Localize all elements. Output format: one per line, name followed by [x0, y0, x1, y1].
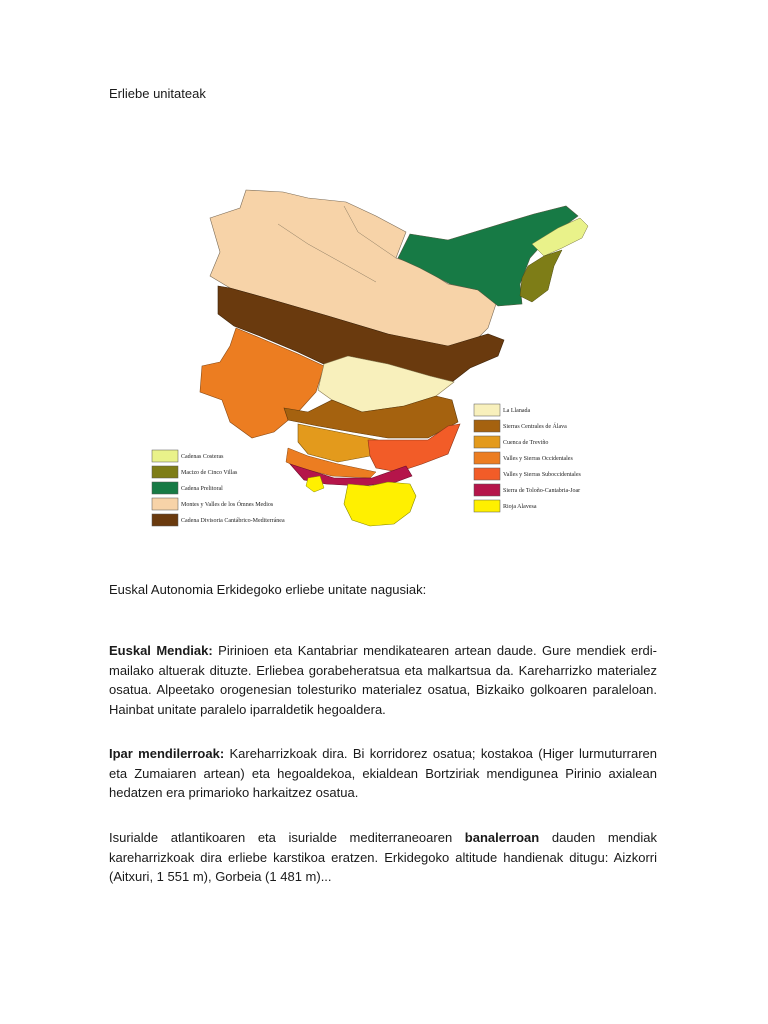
- legend-item: [474, 436, 548, 448]
- paragraph-bold-term: banalerroan: [464, 830, 540, 845]
- legend-label: Cadenas Costeras: [181, 454, 224, 460]
- legend-item: [152, 450, 224, 462]
- legend-label: Montes y Valles de los Ómnes Medios: [181, 502, 274, 508]
- paragraph-body: dauden mendiak kareharrizkoak dira erliebe karstikoa eratzen. Erkidegoko altitude handienak ditugu: Aizkorri (Aitxuri, 1 551 m), Gorbeia (1 481 m)...: [109, 830, 657, 884]
- paragraph-body: Kareharrizkoak dira. Bi korridorez osatua; kostakoa (Higer lurmuturraren eta Zumaiaren artean) eta hegoaldekoa, ekialdean Bortziriak mendigunea Pirinio axialean hedatzen era primarioko harkaitzez osatua.: [109, 746, 657, 800]
- page-title: Erliebe unitateak: [109, 86, 206, 101]
- legend-swatch: [474, 468, 500, 480]
- legend-swatch: [152, 498, 178, 510]
- paragraph-lead: Ipar mendilerroak:: [109, 746, 225, 761]
- legend-swatch: [474, 500, 500, 512]
- legend-label: Cuenca de Treviño: [503, 440, 549, 446]
- legend-item: [152, 498, 274, 510]
- legend-swatch: [474, 484, 500, 496]
- legend-item: [474, 452, 573, 464]
- legend-label: Sierra de Toloño-Cantabria-Joar: [503, 488, 581, 494]
- legend-left: [152, 450, 285, 526]
- relief-map: [148, 186, 598, 532]
- legend-item: [474, 500, 537, 512]
- paragraph-body: Isurialde atlantikoaren eta isurialde mediterraneoaren: [109, 830, 465, 845]
- paragraph-ipar-mendilerroak: [109, 744, 657, 803]
- legend-label: Cadena Prelitoral: [181, 486, 223, 492]
- legend-swatch: [152, 482, 178, 494]
- legend-swatch: [474, 404, 500, 416]
- legend-item: [474, 404, 530, 416]
- legend-label: La Llanada: [503, 408, 531, 414]
- legend-swatch: [152, 450, 178, 462]
- legend-swatch: [474, 420, 500, 432]
- legend-label: Macizo de Cinco Villas: [181, 470, 238, 476]
- legend-swatch: [152, 514, 178, 526]
- region-rioja-alavesa: [344, 482, 416, 526]
- legend-item: [152, 466, 238, 478]
- legend-swatch: [152, 466, 178, 478]
- paragraph-body: Pirinioen eta Kantabriar mendikatearen artean daude. Gure mendiek erdi-mailako altuerak dituzte. Erliebea gorabeheratsua eta malkartsua da. Kareharrizko materialez osatua. Alpeetako orogenesian tolesturiko materialez osatua, Bizkaiko golkoaren paraleloan. Hainbat unitate paralelo iparraldetik hegoaldera.: [109, 643, 657, 717]
- legend-right: [474, 404, 581, 512]
- intro-text: Euskal Autonomia Erkidegoko erliebe unitate nagusiak:: [109, 582, 427, 597]
- legend-label: Valles y Sierras Suboccidentales: [503, 472, 581, 478]
- legend-label: Sierras Centrales de Álava: [503, 424, 567, 430]
- legend-swatch: [474, 436, 500, 448]
- legend-item: [474, 420, 567, 432]
- legend-item: [474, 468, 581, 480]
- legend-label: Rioja Alavesa: [503, 504, 537, 510]
- paragraph-euskal-mendiak: [109, 641, 657, 719]
- paragraph-lead: Euskal Mendiak:: [109, 643, 213, 658]
- legend-label: Valles y Sierras Occidentales: [503, 456, 573, 462]
- legend-item: [152, 514, 285, 526]
- legend-label: Cadena Divisoria Cantábrico-Mediterránea: [181, 518, 285, 524]
- paragraph-banalerroa: [109, 828, 657, 887]
- legend-item: [152, 482, 223, 494]
- legend-swatch: [474, 452, 500, 464]
- legend-item: [474, 484, 580, 496]
